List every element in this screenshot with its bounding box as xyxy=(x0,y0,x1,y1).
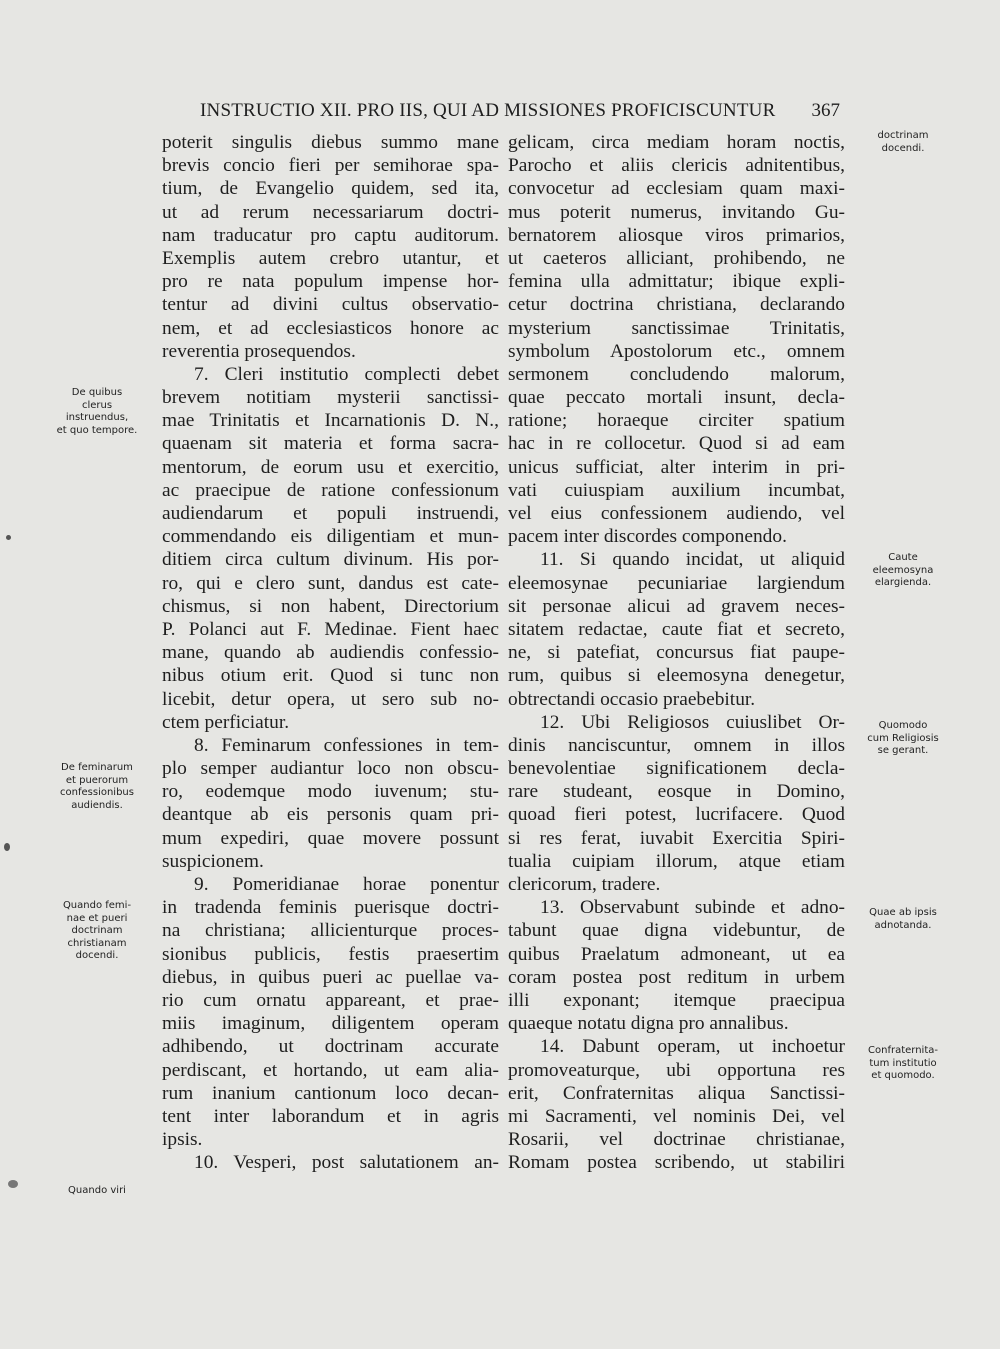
text-line: ratione; horaeque circiter spatium xyxy=(508,410,845,432)
text-line: sionibus publicis, festis praesertim xyxy=(162,943,499,965)
text-line: promoveaturque, ubi opportuna res xyxy=(508,1059,845,1081)
text-line: erit, Confraternitas aliqua Sanctissi- xyxy=(508,1082,845,1104)
margin-note-line: confessionibus xyxy=(60,787,134,798)
text-line: sit personae alicui ad gravem neces- xyxy=(508,595,845,617)
margin-note-line: audiendis. xyxy=(71,799,123,811)
text-line: nibus otium erit. Quod si tunc non xyxy=(162,665,499,687)
text-line: tualia cuipiam illorum, atque etiam xyxy=(508,850,845,872)
text-line: deantque ab eis personis quam pri- xyxy=(162,804,499,826)
text-line: 10. Vesperi, post salutationem an- xyxy=(194,1152,499,1174)
text-line: 8. Feminarum confessiones in tem- xyxy=(194,734,499,756)
margin-note-line: De quibus xyxy=(71,387,123,398)
text-line: sitatem redactae, caute fiat et secreto, xyxy=(508,618,845,640)
margin-note xyxy=(848,552,958,590)
text-line: benevolentiae significationem decla- xyxy=(508,758,845,780)
text-line: symbolum Apostolorum etc., omnem xyxy=(508,340,845,362)
text-line: mum expediri, quae movere possunt xyxy=(162,827,499,849)
page-speck xyxy=(8,1180,18,1188)
text-line: si res ferat, iuvabit Exercitia Spiri- xyxy=(508,827,845,849)
text-line: 12. Ubi Religiosos cuiuslibet Or- xyxy=(540,711,845,733)
text-line: Romam postea scribendo, ut stabiliri xyxy=(508,1152,845,1174)
margin-note xyxy=(38,900,156,963)
text-line: quoad fieri potest, lucrifacere. Quod xyxy=(508,804,845,826)
text-line: ut caeteros alliciant, prohibendo, ne xyxy=(508,247,845,269)
text-line: 11. Si quando incidat, ut aliquid xyxy=(540,549,845,571)
right-text-column xyxy=(508,131,845,1191)
text-line: Rosarii, vel doctrinae christianae, xyxy=(508,1129,845,1151)
text-line: hac in re collocetur. Quod si ad eam xyxy=(508,433,845,455)
margin-note-line: doctrinam xyxy=(71,925,123,936)
text-line: tabunt quae digna videbuntur, de xyxy=(508,920,845,942)
text-line: reverentia prosequendos. xyxy=(162,340,356,362)
margin-note-line: Caute xyxy=(888,552,918,563)
text-line: licebit, detur opera, ut sero sub no- xyxy=(162,688,499,710)
page-speck xyxy=(4,843,10,851)
text-line: 9. Pomeridianae horae ponentur xyxy=(194,874,499,895)
text-line: plo semper audiantur loco non obscu- xyxy=(162,758,499,780)
text-line: quaenam sit materia et forma sacra- xyxy=(162,433,499,455)
margin-note-line: instruendus, xyxy=(65,412,129,423)
text-line: chismus, si non habent, Directorium xyxy=(162,595,499,617)
text-line: ro, eodemque modo iuvenum; stu- xyxy=(162,781,499,803)
text-line: vel eius confessionem audiendo, vel xyxy=(508,503,845,524)
text-line: nam traducatur pro captu auditorum. xyxy=(162,224,499,246)
margin-note xyxy=(848,720,958,758)
text-line: adhibendo, ut doctrinam accurate xyxy=(162,1036,499,1058)
text-line: suspicionem. xyxy=(162,850,264,872)
text-line: ctem perficiatur. xyxy=(162,711,290,733)
text-line: 13. Observabunt subinde et adno- xyxy=(540,897,845,919)
margin-note-line: De feminarum xyxy=(61,762,133,773)
text-line: in tradenda feminis puerisque doctri- xyxy=(162,897,499,919)
page-number: 367 xyxy=(811,100,840,121)
text-line: convocetur ad ecclesiam quam maxi- xyxy=(508,178,845,200)
text-line: cetur doctrina christiana, declarando xyxy=(508,294,845,316)
text-line: rum, quibus si eleemosyna denegetur, xyxy=(508,665,845,687)
margin-note-line: et quo tempore. xyxy=(56,424,138,436)
text-line: ac praecipue de ratione confessionum xyxy=(162,479,499,501)
text-line: P. Polanci aut F. Medinae. Fient haec xyxy=(162,618,499,640)
text-line: dinis nanciscuntur, omnem in illos xyxy=(508,734,845,756)
text-line: ut ad rerum necessariarum doctri- xyxy=(162,201,499,223)
text-line: mane, quando ab audiendis confessio- xyxy=(162,642,499,664)
text-line: ro, qui e clero sunt, dandus est cate- xyxy=(162,572,499,594)
margin-note-line: Quomodo xyxy=(878,720,928,731)
margin-note-line: elargienda. xyxy=(874,577,932,588)
margin-note xyxy=(848,130,958,155)
text-line: eleemosynae pecuniariae largiendum xyxy=(508,572,845,594)
text-line: mae Trinitatis et Incarnationis D. N., xyxy=(162,410,499,432)
text-line: rum inanium cantionum loco decan- xyxy=(162,1082,499,1104)
margin-note-line: Quando femi- xyxy=(62,900,132,911)
text-line: Exemplis autem crebro utantur, et xyxy=(162,247,499,269)
text-line: brevis concio fieri per semihorae spa- xyxy=(162,155,499,177)
text-line: Parocho et aliis clericis adnitentibus, xyxy=(508,155,845,177)
text-line: coram postea post reditum in urbem xyxy=(508,966,845,988)
text-line: clericorum, tradere. xyxy=(508,874,661,895)
text-line: brevem notitiam mysterii sanctissi- xyxy=(162,387,499,409)
text-line: diebus, in quibus pueri ac puellae va- xyxy=(162,966,499,988)
margin-note-line: et puerorum xyxy=(65,774,129,786)
text-line: mentorum, de eorum usu et exercitio, xyxy=(162,456,499,478)
text-line: illi exponant; itemque praecipua xyxy=(508,989,845,1011)
text-line: perdiscant, et hortando, ut eam alia- xyxy=(162,1059,499,1081)
margin-note-line: docendi. xyxy=(75,950,119,961)
text-line: na christiana; allicienturque proces- xyxy=(162,920,499,942)
text-line: tent inter laborandum et in agris xyxy=(162,1105,499,1127)
text-line: rio cum ornatu appareant, et prae- xyxy=(162,989,499,1011)
text-line: unicus sufficiat, alter interim in pri- xyxy=(508,456,845,478)
margin-note-line: et quomodo. xyxy=(871,1070,935,1081)
text-line: mysterium sanctissimae Trinitatis, xyxy=(508,317,845,339)
margin-note xyxy=(848,907,958,932)
text-line: ditiem circa cultum divinum. His por- xyxy=(162,549,499,571)
text-line: rare studeant, eosque in Domino, xyxy=(508,781,845,803)
text-line: miis imaginum, diligentem operam xyxy=(162,1013,499,1035)
text-line: audiendarum et populi instruendi, xyxy=(162,503,499,524)
text-line: femina ulla admittatur; ibique expli- xyxy=(508,271,845,293)
left-text-column xyxy=(162,131,499,1191)
text-line: bernatorem aliosque viros primarios, xyxy=(508,224,845,246)
text-line: 7. Cleri institutio complecti debet xyxy=(194,363,499,385)
margin-note-line: nae et pueri xyxy=(66,912,128,924)
text-line: 14. Dabunt operam, ut inchoetur xyxy=(540,1036,845,1058)
margin-note-line: christianam xyxy=(67,937,127,949)
text-line: commendando eis diligentiam et mun- xyxy=(162,526,499,548)
margin-note-line: clerus xyxy=(81,399,113,411)
margin-note-line: Quae ab ipsis xyxy=(869,907,937,918)
page-header xyxy=(200,100,840,128)
margin-note-line: tum institutio xyxy=(869,1057,937,1069)
margin-note xyxy=(38,762,156,812)
text-line: tium, de Evangelio quidem, sed ita, xyxy=(162,178,499,200)
margin-note-line: cum Religiosis xyxy=(867,732,939,744)
text-line: sermonem concludendo malorum, xyxy=(508,363,845,385)
text-line: obtrectandi occasio praebebitur. xyxy=(508,688,756,710)
text-line: tentur ad divini cultus observatio- xyxy=(162,294,499,316)
running-title: INSTRUCTIO XII. PRO IIS, QUI AD MISSIONES PROFICISCUNTUR xyxy=(200,100,776,121)
margin-note-line: adnotanda. xyxy=(874,919,932,931)
text-line: pro re nata populum impense hor- xyxy=(162,271,499,293)
text-line: poterit singulis diebus summo mane xyxy=(162,132,499,153)
margin-note-line: docendi. xyxy=(881,142,925,154)
text-line: quibus Praelatum admoneant, ut ea xyxy=(508,943,845,965)
page-speck xyxy=(6,535,11,540)
text-line: quaeque notatu digna pro annalibus. xyxy=(508,1013,789,1035)
text-line: ipsis. xyxy=(162,1129,203,1151)
margin-note xyxy=(38,387,156,437)
text-line: ne, si patefiat, concursus fiat paupe- xyxy=(508,642,845,664)
text-line: mi Sacramenti, vel nominis Dei, vel xyxy=(508,1105,845,1127)
margin-note xyxy=(38,1185,156,1198)
margin-note-line: doctrinam xyxy=(877,130,929,141)
margin-note-line: Quando viri xyxy=(68,1185,126,1196)
text-line: vati cuiuspiam auxilium incumbat, xyxy=(508,479,845,501)
text-line: pacem inter discordes componendo. xyxy=(508,526,787,548)
text-line: gelicam, circa mediam horam noctis, xyxy=(508,132,845,153)
margin-note-line: Confraternita- xyxy=(868,1045,938,1056)
margin-note-line: se gerant. xyxy=(877,745,929,756)
text-line: quae peccato mortali insunt, decla- xyxy=(508,387,845,409)
text-line: nem, et ad ecclesiasticos honore ac xyxy=(162,317,499,339)
text-line: mus poterit numerus, invitando Gu- xyxy=(508,201,845,223)
margin-note-line: eleemosyna xyxy=(872,564,934,576)
margin-note xyxy=(848,1045,958,1083)
